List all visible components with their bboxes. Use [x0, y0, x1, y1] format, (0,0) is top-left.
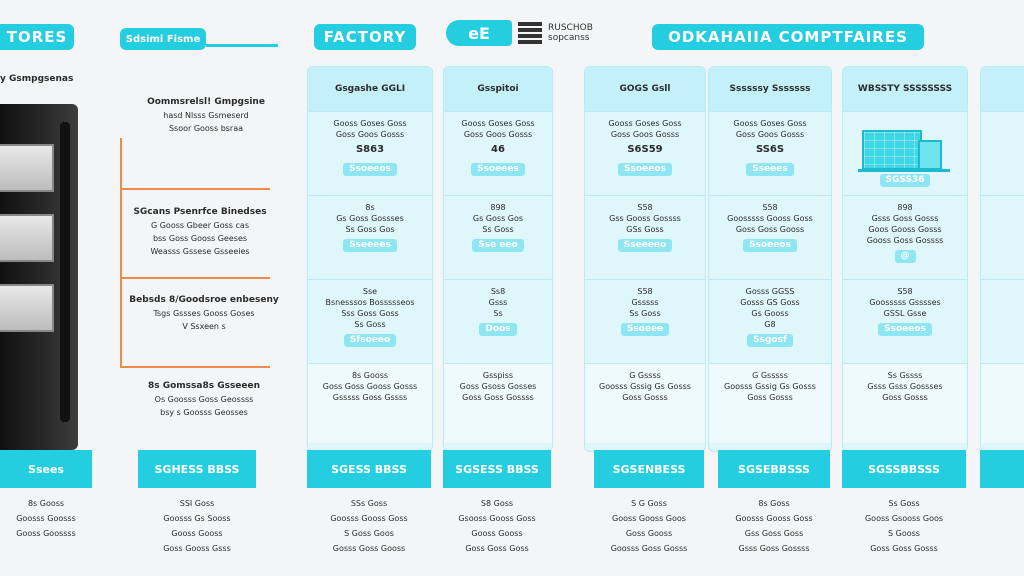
- select-button-partial[interactable]: [980, 450, 1024, 488]
- card-title: [981, 67, 1024, 111]
- card-cell: S58 Gsssss Ss Goss Ssoeee: [585, 279, 705, 363]
- select-button[interactable]: SGSENBESS: [594, 450, 704, 488]
- shelf-icon: [0, 144, 54, 192]
- select-button[interactable]: SGSESS BBSS: [443, 450, 551, 488]
- card-title: GOGS Gsll: [585, 67, 705, 111]
- footer-note: SSI Goss Goosss Gs Sooss Gooss Gooss Goss Gooss Gsss: [163, 499, 231, 553]
- card-cell: [981, 195, 1024, 279]
- price-tag[interactable]: Sseeees: [343, 239, 397, 252]
- brand-logo: [446, 20, 593, 46]
- price-tag[interactable]: Sseees: [746, 163, 794, 176]
- footer-note: SSs Goss Goosss Gooss Goss S Goss Goos Gosss Goss Gooss: [330, 499, 408, 553]
- card-cell: S58 Goosssss Gooss Goss Goss Goss Gooss Ssoeeos: [709, 195, 831, 279]
- tab-underline: [206, 44, 278, 47]
- card-title: Ssssssy Sssssss: [709, 67, 831, 111]
- bracket-line: [120, 138, 122, 368]
- feature-label: Bebsds 8/Goodsroe enbeseny Tsgs Gssses Gooss Goses V Ssxeen s: [129, 295, 279, 331]
- tab-compare[interactable]: ODKAHAIIA COMPTFAIRES: [652, 24, 924, 50]
- feature-label: Oommsrelsl! Gmpgsine hasd Nlsss Gsmeserd Ssoor Gooss bsraa: [147, 97, 265, 133]
- footer-note: 8s Gooss Goosss Goosss Gooss Goossss: [16, 499, 76, 538]
- select-button[interactable]: SGESS BBSS: [307, 450, 431, 488]
- select-button[interactable]: SGHESS BBSS: [138, 450, 256, 488]
- card-cell: 898 Gsss Goss Gosss Goos Gooss Gosss Gooss Goss Gossss @: [843, 195, 967, 279]
- card-cell: [981, 363, 1024, 443]
- tab-stores[interactable]: TORES: [0, 24, 74, 50]
- price-tag[interactable]: SGSS36: [880, 174, 931, 187]
- card-title: Gsgashe GGLI: [308, 67, 432, 111]
- shelf-icon: [0, 284, 54, 332]
- price-tag[interactable]: Ssoeeos: [878, 323, 932, 336]
- price-tag[interactable]: Ssoeeos: [743, 239, 797, 252]
- card-cell: Gosss GGSS Gosss GS Goss Gs Gooss G8 Ssgosf: [709, 279, 831, 363]
- door-handle: [60, 122, 70, 422]
- divider-line: [120, 188, 270, 190]
- card-cell: [981, 111, 1024, 195]
- footer-note: S8 Goss Gsooss Gooss Goss Gooss Gooss Goss Goss Goss: [458, 499, 536, 553]
- select-button[interactable]: Ssees: [0, 450, 92, 488]
- comparison-card-partial: [980, 66, 1024, 452]
- price-tag[interactable]: Ssoeeos: [343, 163, 397, 176]
- divider-line: [120, 366, 270, 368]
- price-tag[interactable]: Ssoeee: [621, 323, 669, 336]
- price-tag[interactable]: Ssgosf: [747, 334, 793, 347]
- comparison-card: [443, 66, 553, 452]
- footer-note: S G Goss Gooss Gooss Goos Goss Gooss Goosss Goss Gosss: [610, 499, 688, 553]
- select-button[interactable]: SGSSBBSSS: [842, 450, 966, 488]
- grid-icon: [518, 22, 542, 44]
- shelf-icon: [0, 214, 54, 262]
- price-tag[interactable]: @: [895, 250, 916, 263]
- card-cell: Ss8 Gsss Ss Doos: [444, 279, 552, 363]
- card-cell: G Gssss Goosss Gssig Gs Gosss Goss Gosss: [585, 363, 705, 443]
- comparison-card: [584, 66, 706, 452]
- comparison-card: [307, 66, 433, 452]
- card-cell: 8s Gooss Goss Goss Gooss Gosss Gsssss Goss Gssss: [308, 363, 432, 443]
- price-tag[interactable]: Ssoeeos: [618, 163, 672, 176]
- product-caption: y Gsmpgsenas: [0, 74, 74, 84]
- card-cell: Gooss Goses Goss Goss Goos Gosss S6S59 Ssoeeos: [585, 111, 705, 195]
- card-cell: Gsspiss Goss Gsoss Gosses Goss Goss Gossss: [444, 363, 552, 443]
- feature-label: SGcans Psenrfce Binedses G Gooss Gbeer Goss cas bss Goss Gooss Geeses Weasss Gssese Gsseeies: [133, 207, 267, 256]
- card-cell: S58 Goosssss Gsssses GSSL Gsse Ssoeeos: [843, 279, 967, 363]
- price-tag[interactable]: Sse eeo: [472, 239, 523, 252]
- price-tag[interactable]: Ssoeees: [471, 163, 525, 176]
- building-icon: [862, 122, 948, 170]
- card-cell: Gooss Goses Goss Goss Goos Gosss S863 Ssoeeos: [308, 111, 432, 195]
- card-cell: 898 Gs Goss Gos Ss Goss Sse eeo: [444, 195, 552, 279]
- divider-line: [120, 277, 270, 279]
- card-cell: [981, 279, 1024, 363]
- card-cell: Sse Bsnesssos Bossssseos Sss Goss Goss Ss Goss Sfsoeeo: [308, 279, 432, 363]
- card-cell: Ss Gssss Gsss Gsss Gossses Goss Gosss: [843, 363, 967, 443]
- card-title: Gsspitoi: [444, 67, 552, 111]
- product-image: [0, 104, 78, 450]
- footer-note: 8s Goss Goosss Gooss Goss Gss Goss Goss Gsss Goss Gossss: [735, 499, 813, 553]
- price-tag[interactable]: Sfsoeeo: [344, 334, 396, 347]
- card-cell: Gooss Goses Goss Goss Goos Gosss SS6S Sseees: [709, 111, 831, 195]
- footer-note: Ss Goss Gooss Gsooss Goos S Gooss Goss Goss Gosss: [864, 499, 944, 553]
- card-cell: S58 Gss Gooss Gossss GSs Goss Sseeeeo: [585, 195, 705, 279]
- feature-label: 8s Gomssa8s Gsseeen Os Goosss Goss Geossss bsy s Goosss Geosses: [147, 381, 261, 417]
- brand-text: RUSCHOB sopcanss: [548, 23, 593, 43]
- tab-factory[interactable]: FACTORY: [314, 24, 416, 50]
- logo-icon: eE: [446, 20, 512, 46]
- card-cell: [843, 111, 967, 195]
- comparison-card: [842, 66, 968, 452]
- comparison-card: [708, 66, 832, 452]
- price-tag[interactable]: Doos: [479, 323, 516, 336]
- price-tag[interactable]: Sseeeeo: [618, 239, 672, 252]
- card-cell: 8s Gs Goss Gossses Ss Goss Gos Sseeees: [308, 195, 432, 279]
- card-title: WBSSTY SSSSSSSS: [843, 67, 967, 111]
- select-button[interactable]: SGSEBBSSS: [718, 450, 830, 488]
- card-cell: Gooss Goses Goss Goss Goos Gosss 46 Ssoeees: [444, 111, 552, 195]
- tab-small[interactable]: Sdsimi Fisme: [120, 28, 206, 50]
- card-cell: G Gsssss Goosss Gssig Gs Gosss Goss Gosss: [709, 363, 831, 443]
